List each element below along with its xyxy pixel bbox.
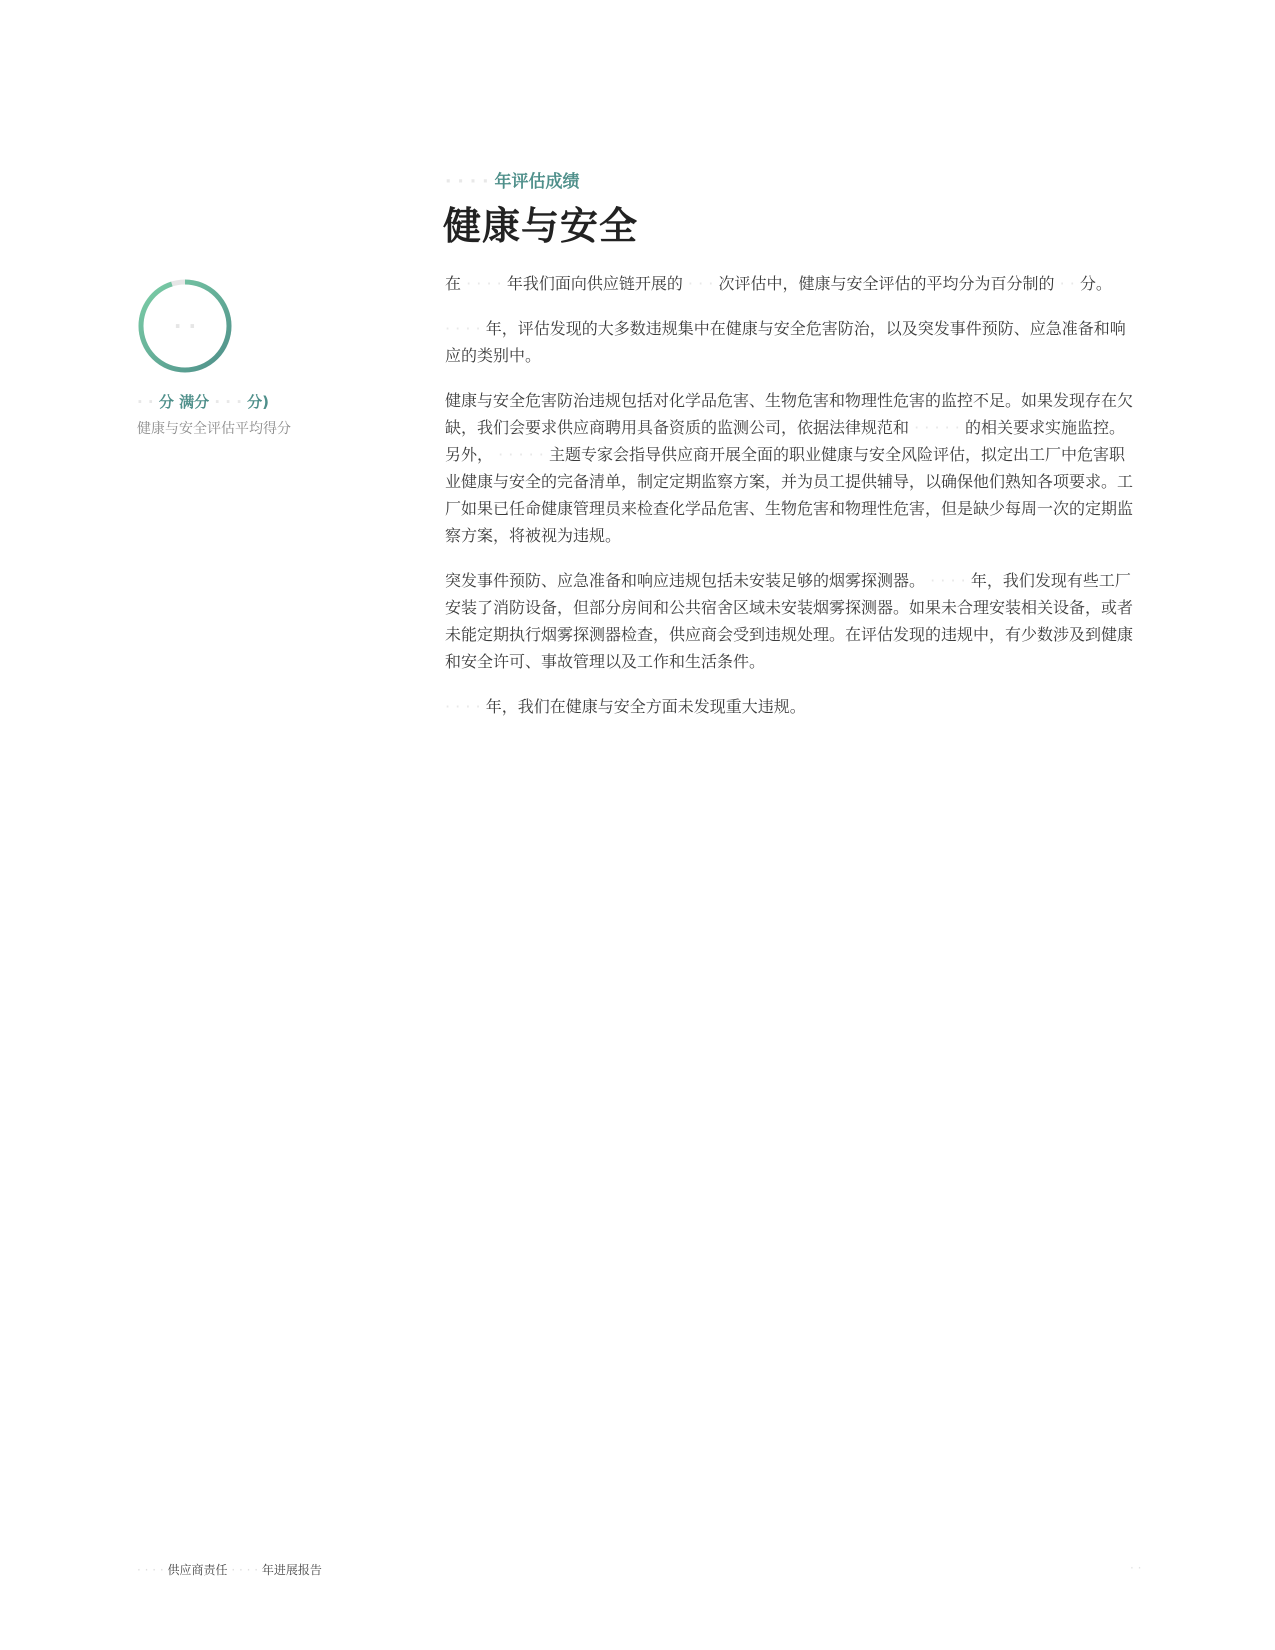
footer-year: · · · · xyxy=(231,1563,259,1577)
paragraph-4 xyxy=(445,567,1135,675)
p4-text-a: 突发事件预防、应急准备和响应违规包括未安装足够的烟雾探测器。 xyxy=(445,571,926,590)
p1-count: · · · xyxy=(687,274,714,293)
p5-year: · · · · xyxy=(445,697,481,716)
section-eyebrow xyxy=(445,167,580,192)
paragraph-1 xyxy=(445,270,1135,297)
page-title: 健康与安全 xyxy=(443,204,639,248)
p4-text-c: 年，我们发现有些工厂安装了消防设备，但部分房间和公共宿舍区域未安装烟雾探测器。如果未合理安装相关设备，或者未能定期执行烟雾探测器检查，供应商会受到违规处理。在评估发现的违规中，有少数涉及到健康和安全许可、事故管理以及工作和生活条件。 xyxy=(445,571,1134,671)
p1-text-e: 次评估中，健康与安全评估的平均分为百分制的 xyxy=(718,274,1055,293)
p3-text-e: 主题专家会指导供应商开展全面的职业健康与安全风险评估，拟定出工厂中危害职业健康与安全的完备清单，制定定期监察方案，并为员工提供辅导，以确保他们熟知各项要求。工厂如果已任命健康管理员来检查化学品危害、生物危害和物理性危害，但是缺少每周一次的定期监察方案，将被视为违规。 xyxy=(445,445,1134,545)
score-value: · · xyxy=(137,393,154,411)
p5-text: 年，我们在健康与安全方面未发现重大违规。 xyxy=(485,697,806,716)
footer-label: 供应商责任 xyxy=(167,1563,228,1577)
p3-brand-1: · · · · · xyxy=(914,418,960,437)
p1-text-g: 分。 xyxy=(1079,274,1112,293)
paragraph-5 xyxy=(445,693,1135,720)
paragraph-2 xyxy=(445,315,1135,369)
score-ring-value: · · xyxy=(173,314,197,338)
score-caption: 健康与安全评估平均得分 xyxy=(137,421,291,437)
eyebrow-year: · · · · xyxy=(445,172,489,192)
page-footer xyxy=(137,1561,322,1578)
score-summary xyxy=(137,391,269,412)
p3-brand-2: · · · · · xyxy=(498,445,544,464)
body-text xyxy=(445,270,1135,738)
p3-text-c: 的相关要求实施监控。另外， xyxy=(445,418,1125,464)
p1-score: · · xyxy=(1059,274,1075,293)
p1-text-c: 年我们面向供应链开展的 xyxy=(506,274,683,293)
p1-year: · · · · xyxy=(466,274,502,293)
score-ring xyxy=(137,278,233,374)
full-score-label: 满分 xyxy=(179,393,210,411)
p2-text: 年，评估发现的大多数违规集中在健康与安全危害防治，以及突发事件预防、应急准备和响应的类别中。 xyxy=(445,319,1126,365)
page-number: · · xyxy=(1130,1561,1142,1575)
full-score-value: · · · xyxy=(214,393,242,411)
paragraph-3 xyxy=(445,387,1135,549)
full-score-unit: 分) xyxy=(247,393,269,411)
p3-text-a: 健康与安全危害防治违规包括对化学品危害、生物危害和物理性危害的监控不足。如果发现存在欠缺，我们会要求供应商聘用具备资质的监测公司，依据法律规范和 xyxy=(445,391,1134,437)
p1-text-a: 在 xyxy=(445,274,462,293)
footer-report: 年进展报告 xyxy=(261,1563,322,1577)
eyebrow-text: 年评估成绩 xyxy=(494,172,580,192)
p2-year: · · · · xyxy=(445,319,481,338)
footer-brand: · · · · xyxy=(137,1563,164,1577)
p4-year: · · · · xyxy=(930,571,966,590)
score-unit: 分 xyxy=(158,393,174,411)
